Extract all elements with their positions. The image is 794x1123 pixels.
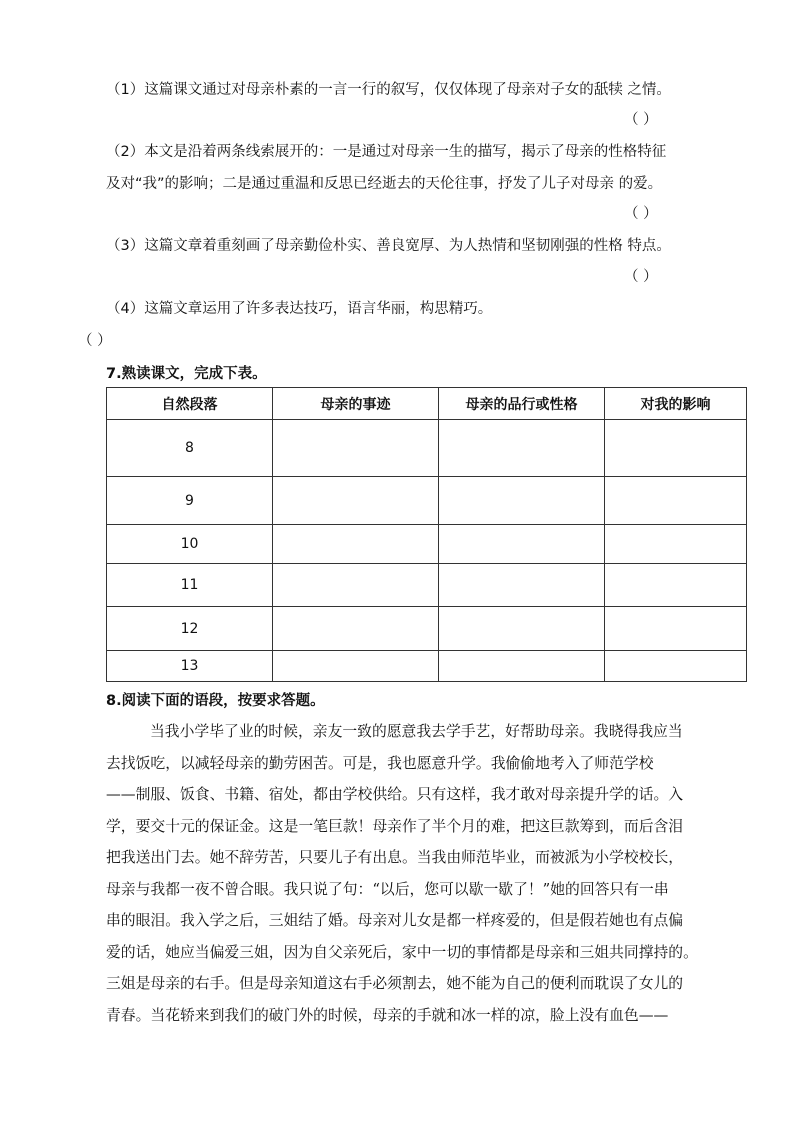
judgment-1-answer-blank[interactable]: （ ） xyxy=(624,112,658,128)
answer-cell[interactable] xyxy=(273,607,439,651)
answer-cell[interactable] xyxy=(439,651,605,682)
answer-cell[interactable] xyxy=(273,477,439,525)
passage-line: 去找饭吃，以减轻母亲的勤劳困苦。可是，我也愿意升学。我偷偷地考入了师范学校 xyxy=(106,754,654,772)
table-row xyxy=(107,607,747,651)
table-row xyxy=(107,420,747,477)
passage-line: ——制服、饭食、书籍、宿处，都由学校供给。只有这样，我才敢对母亲提升学的话。入 xyxy=(106,786,684,803)
table-row xyxy=(107,651,747,682)
judgment-3-answer-blank[interactable]: （ ） xyxy=(624,269,658,285)
answer-cell[interactable] xyxy=(605,651,747,682)
passage-line: 把我送出门去。她不辞劳苦，只要儿子有出息。当我由师范毕业，而被派为小学校校长， xyxy=(106,849,684,866)
answer-cell[interactable] xyxy=(605,525,747,564)
answer-cell[interactable] xyxy=(273,525,439,564)
table-row xyxy=(107,564,747,607)
paragraph-number: 12 xyxy=(107,607,273,651)
answer-cell[interactable] xyxy=(273,420,439,477)
header-paragraph: 自然段落 xyxy=(107,388,273,420)
paragraph-number: 13 xyxy=(107,651,273,682)
passage-line: 爱的话，她应当偏爱三姐，因为自父亲死后，家中一切的事情都是母亲和三姐共同撑持的。 xyxy=(106,943,698,961)
table-row xyxy=(107,477,747,525)
judgment-4-text: （4）这篇文章运用了许多表达技巧，语言华丽，构思精巧。 xyxy=(106,301,493,317)
paragraph-number: 10 xyxy=(107,525,273,564)
answer-cell[interactable] xyxy=(439,477,605,525)
answer-cell[interactable] xyxy=(439,564,605,607)
judgment-1-text: （1）这篇课文通过对母亲朴素的一言一行的叙写，仅仅体现了母亲对子女的舐犊 之情。 xyxy=(106,82,671,98)
header-mother-character: 母亲的品行或性格 xyxy=(439,388,605,420)
answer-cell[interactable] xyxy=(273,651,439,682)
table-row xyxy=(107,525,747,564)
q7-title: 7.熟读课文，完成下表。 xyxy=(106,366,267,382)
passage-line: 三姐是母亲的右手。但是母亲知道这右手必须割去，她不能为自己的便利而耽误了女儿的 xyxy=(106,975,684,992)
passage-line: 青春。当花轿来到我们的破门外的时候，母亲的手就和冰一样的凉，脸上没有血色—— xyxy=(106,1006,669,1024)
judgment-2-answer-blank[interactable]: （ ） xyxy=(624,206,658,222)
judgment-3-text: （3）这篇文章着重刻画了母亲勤俭朴实、善良宽厚、为人热情和坚韧刚强的性格 特点。 xyxy=(106,238,671,254)
answer-cell[interactable] xyxy=(439,525,605,564)
answer-cell[interactable] xyxy=(605,477,747,525)
q8-title: 8.阅读下面的语段，按要求答题。 xyxy=(106,693,325,709)
answer-cell[interactable] xyxy=(273,564,439,607)
paragraph-number: 8 xyxy=(107,420,273,477)
q7-table xyxy=(106,387,747,682)
passage-line: 串的眼泪。我入学之后，三姐结了婚。母亲对儿女是都一样疼爱的，但是假若她也有点偏 xyxy=(106,912,684,929)
paragraph-number: 11 xyxy=(107,564,273,607)
answer-cell[interactable] xyxy=(605,607,747,651)
answer-cell[interactable] xyxy=(439,420,605,477)
judgment-4-answer-blank[interactable]: （ ） xyxy=(78,333,112,349)
judgment-2-text-line2: 及对“我”的影响；二是通过重温和反思已经逝去的天伦往事，抒发了儿子对母亲 的爱。 xyxy=(106,176,663,192)
passage-line: 母亲与我都一夜不曾合眼。我只说了句：“以后，您可以歇一歇了！”她的回答只有一串 xyxy=(106,880,669,898)
paragraph-number: 9 xyxy=(107,477,273,525)
reading-passage xyxy=(106,716,726,1031)
judgment-2-text-line1: （2）本文是沿着两条线索展开的：一是通过对母亲一生的描写，揭示了母亲的性格特征 xyxy=(106,144,667,160)
table-header-row xyxy=(107,388,747,420)
answer-cell[interactable] xyxy=(605,564,747,607)
answer-cell[interactable] xyxy=(439,607,605,651)
header-mother-deeds: 母亲的事迹 xyxy=(273,388,439,420)
passage-line: 学，要交十元的保证金。这是一笔巨款！母亲作了半个月的难，把这巨款筹到，而后含泪 xyxy=(106,817,684,835)
header-influence-on-me: 对我的影响 xyxy=(605,388,747,420)
answer-cell[interactable] xyxy=(605,420,747,477)
passage-line: 当我小学毕了业的时候，亲友一致的愿意我去学手艺，好帮助母亲。我晓得我应当 xyxy=(150,723,683,740)
